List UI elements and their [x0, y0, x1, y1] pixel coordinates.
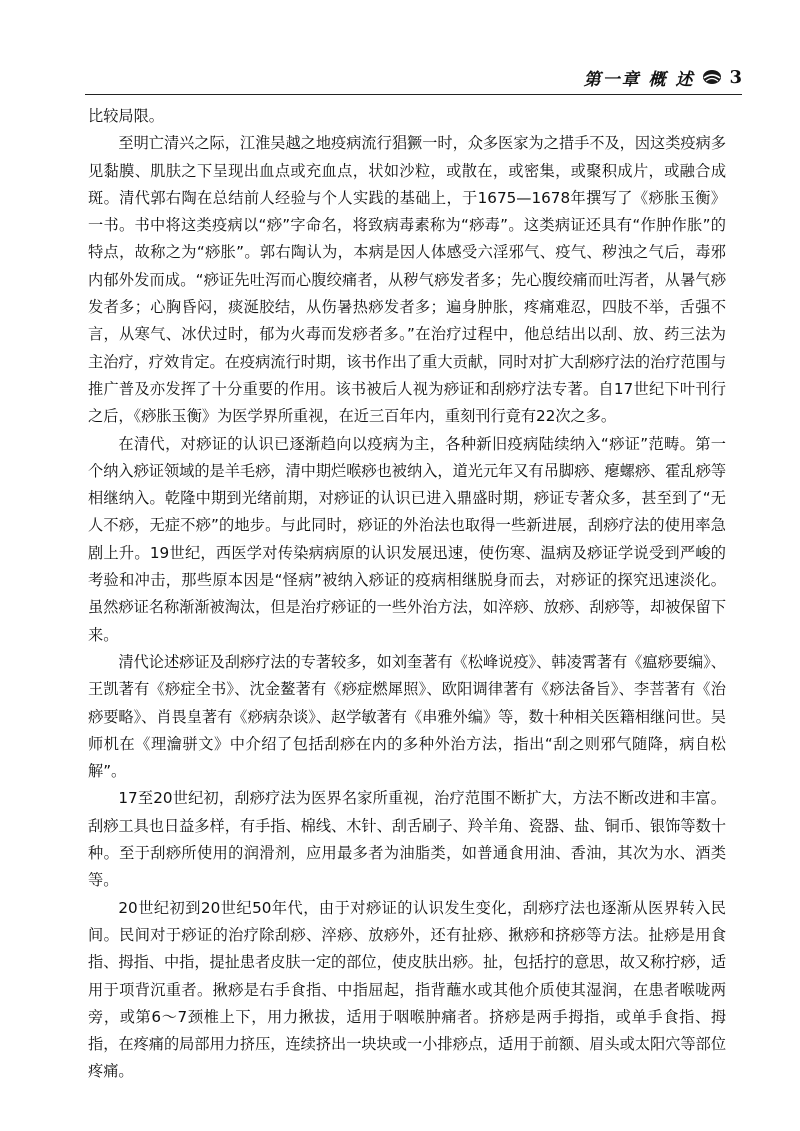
body-text	[88, 103, 726, 1086]
page-number: 3	[729, 66, 742, 88]
paragraph: 17至20世纪初，刮痧疗法为医界名家所重视，治疗范围不断扩大，方法不断改进和丰富。刮痧工具也日益多样，有手指、棉线、木针、刮舌刷子、羚羊角、瓷器、盐、铜币、银饰等数十种。至于刮痧所使用的润滑剂，应用最多者为油脂类，如普通食用油、香油，其次为水、酒类等。	[88, 789, 726, 890]
chapter-title: 第一章 概 述	[583, 69, 695, 90]
paragraph: 20世纪初到20世纪50年代，由于对痧证的认识发生变化，刮痧疗法也逐渐从医界转入民间。民间对于痧证的治疗除刮痧、淬痧、放痧外，还有扯痧、揪痧和挤痧等方法。扯痧是用食指、拇指、中指，提扯患者皮肤一定的部位，使皮肤出痧。扯，包括拧的意思，故又称拧痧，适用于项背沉重者。揪痧是右手食指、中指屈起，指背蘸水或其他介质使其湿润，在患者喉咙两旁，或第6～7颈椎上下，用力揪拔，适用于咽喉肿痛者。挤痧是两手拇指，或单手食指、拇指，在疼痛的局部用力挤压，连续挤出一块块或一小排痧点，适用于前额、眉头或太阳穴等部位疼痛。	[88, 898, 726, 1081]
paragraph: 至明亡清兴之际，江淮吴越之地疫病流行猖獗一时，众多医家为之措手不及，因这类疫病多见黏膜、肌肤之下呈现出血点或充血点，状如沙粒，或散在，或密集，或聚积成片，或融合成斑。清代郭右陶在总结前人经验与个人实践的基础上，于1675—1678年撰写了《痧胀玉衡》一书。书中将这类疫病以“痧”字命名，将致病毒素称为“痧毒”。这类病证还具有“作肿作胀”的特点，故称之为“痧胀”。郭右陶认为，本病是因人体感受六淫邪气、疫气、秽浊之气后，毒邪内郁外发而成。“痧证先吐泻而心腹绞痛者，从秽气痧发者多；先心腹绞痛而吐泻者，从暑气痧发者多；心胸昏闷，痰涎胶结，从伤暑热痧发者多；遍身肿胀，疼痛难忍，四肢不举，舌强不言，从寒气、冰伏过时，郁为火毒而发痧者多。”在治疗过程中，他总结出以刮、放、药三法为主治疗，疗效肯定。在疫病流行时期，该书作出了重大贡献，同时对扩大刮痧疗法的治疗范围与推广普及亦发挥了十分重要的作用。该书被后人视为痧证和刮痧疗法专著。自17世纪下叶刊行之后，《痧胀玉衡》为医学界所重视，在近三百年内，重刻刊行竟有22次之多。	[88, 134, 726, 426]
paragraph: 清代论述痧证及刮痧疗法的专著较多，如刘奎著有《松峰说疫》、韩凌霄著有《瘟痧要编》、王凯著有《痧症全书》、沈金鳌著有《痧症燃犀照》、欧阳调律著有《痧法备旨》、李菩著有《治痧要略》、肖畏皇著有《痧病杂谈》、赵学敏著有《串雅外编》等，数十种相关医籍相继问世。吴师机在《理瀹骈文》中介绍了包括刮痧在内的多种外治方法，指出“刮之则邪气随降，病自松解”。	[88, 652, 726, 781]
paragraph: 比较局限。	[88, 107, 164, 125]
chapter-ornament-icon	[702, 69, 722, 85]
paragraph: 在清代，对痧证的认识已逐渐趋向以疫病为主，各种新旧疫病陆续纳入“痧证”范畴。第一个纳入痧证领域的是羊毛痧，清中期烂喉痧也被纳入，道光元年又有吊脚痧、瘪螺痧、霍乱痧等相继纳入。乾隆中期到光绪前期，对痧证的认识已进入鼎盛时期，痧证专著众多，甚至到了“无人不痧，无症不痧”的地步。与此同时，痧证的外治法也取得一些新进展，刮痧疗法的使用率急剧上升。19世纪，西医学对传染病病原的认识发展迅速，使伤寒、温病及痧证学说受到严峻的考验和冲击，那些原本因是“怪病”被纳入痧证的疫病相继脱身而去，对痧证的探究迅速淡化。虽然痧证名称渐渐被淘汰，但是治疗痧证的一些外治方法，如淬痧、放痧、刮痧等，却被保留下来。	[88, 434, 726, 644]
running-header	[85, 60, 742, 95]
